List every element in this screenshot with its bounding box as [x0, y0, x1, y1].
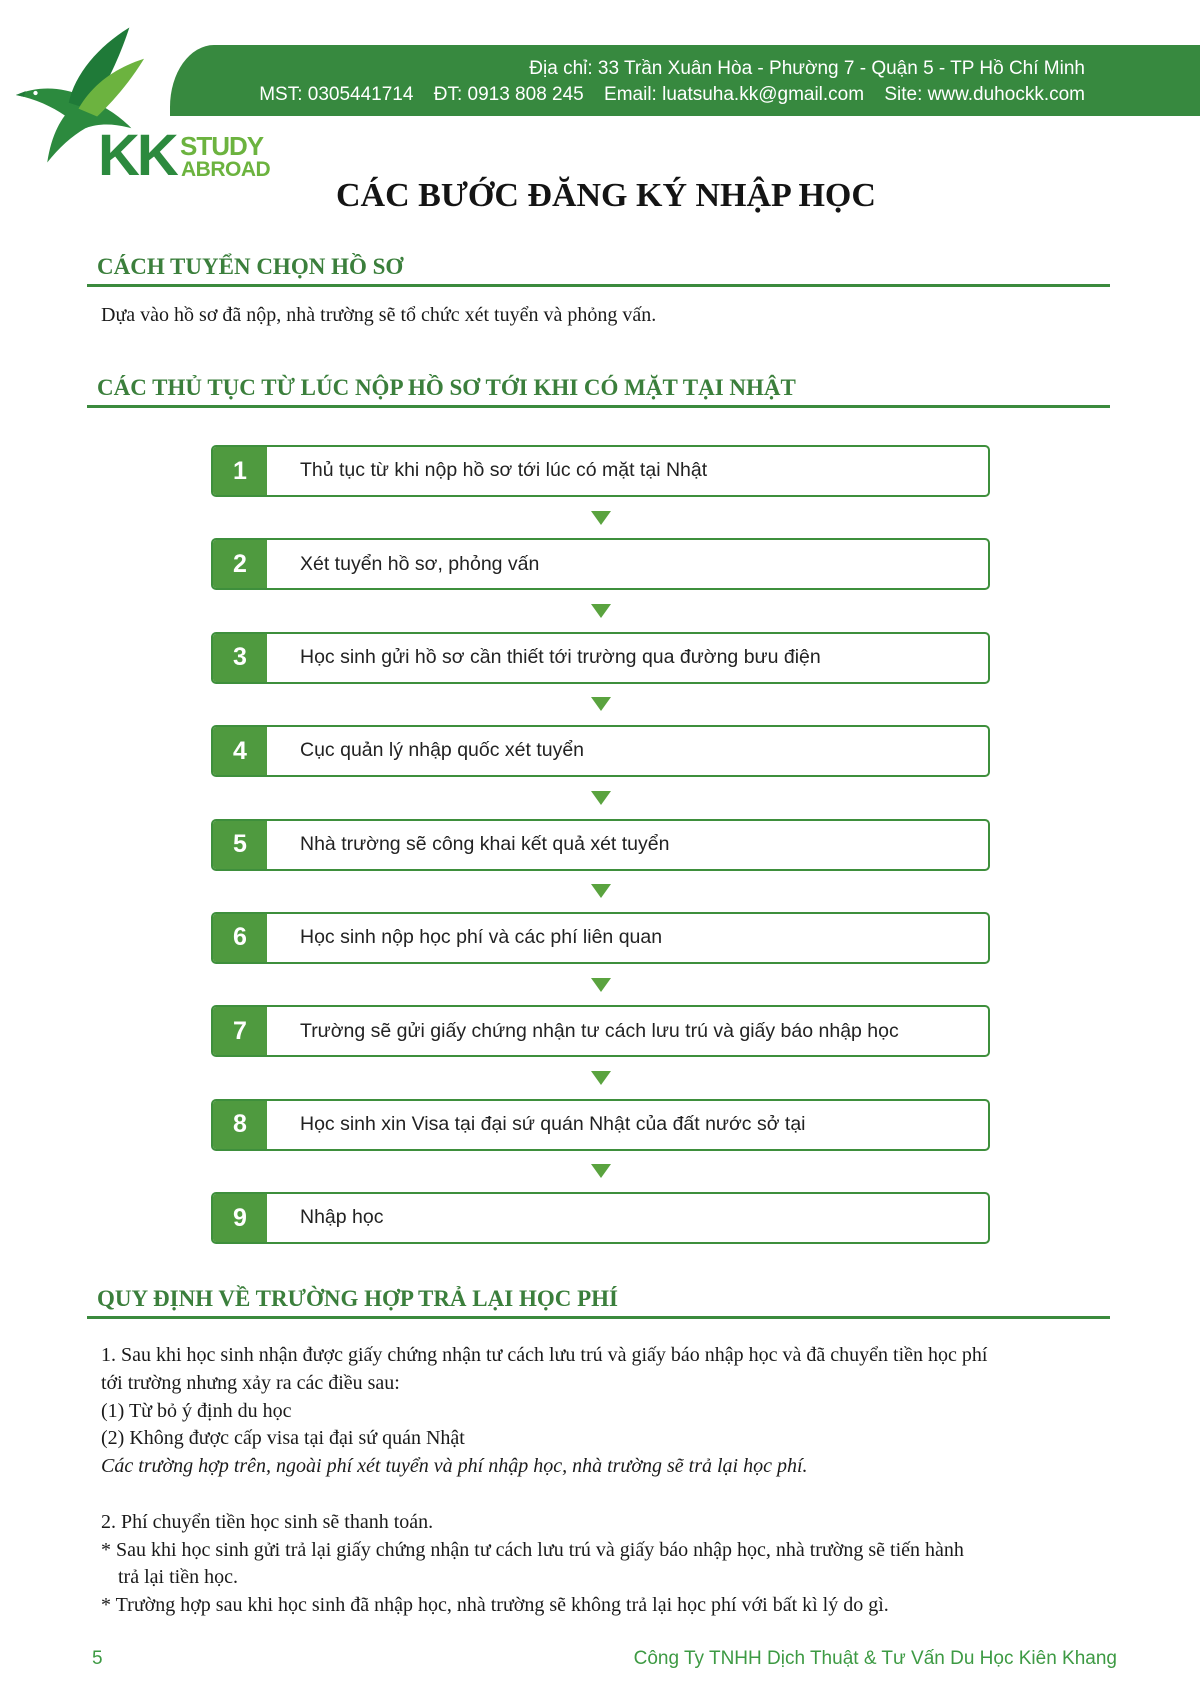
step-arrow-icon	[591, 791, 611, 805]
step-box	[211, 1005, 990, 1057]
refund-text	[101, 1342, 1131, 1620]
step-label: Cục quản lý nhập quốc xét tuyển	[300, 739, 585, 762]
refund-case-1: (1) Từ bỏ ý định du học	[101, 1399, 292, 1422]
step-number: 6	[213, 914, 267, 962]
logo-line-abroad: ABROAD	[181, 158, 271, 181]
step-box	[211, 632, 990, 684]
step-box	[211, 445, 990, 497]
step-arrow-icon	[591, 978, 611, 992]
step-label: Học sinh gửi hồ sơ cần thiết tới trường qua đường bưu điện	[300, 646, 821, 669]
step-number: 9	[213, 1194, 267, 1242]
refund-point-1-line: 1. Sau khi học sinh nhận được giấy chứng nhận tư cách lưu trú và giấy báo nhập học và đã chuyển tiền học phí	[101, 1344, 988, 1366]
step-number: 5	[213, 821, 267, 869]
procedure-steps	[211, 445, 990, 1244]
refund-bullet-1-line: * Sau khi học sinh gửi trả lại giấy chứng nhận tư cách lưu trú và giấy báo nhập học, nhà trường sẽ tiến hành	[101, 1538, 964, 1561]
step-number: 8	[213, 1101, 267, 1149]
header-phone: ĐT: 0913 808 245	[433, 84, 584, 105]
header-contact	[259, 84, 1085, 106]
step-number: 4	[213, 727, 267, 775]
section-divider	[87, 405, 1110, 408]
refund-point-2: 2. Phí chuyển tiền học sinh sẽ thanh toán.	[101, 1510, 434, 1533]
step-label: Nhập học	[300, 1206, 384, 1229]
step-number: 2	[213, 540, 267, 588]
step-connector	[211, 777, 990, 818]
step-connector	[211, 871, 990, 912]
step-number: 3	[213, 634, 267, 682]
refund-point-1-line: tới trường nhưng xảy ra các điều sau:	[101, 1371, 400, 1394]
selection-text: Dựa vào hồ sơ đã nộp, nhà trường sẽ tổ chức xét tuyển và phỏng vấn.	[101, 304, 657, 326]
step-connector	[211, 964, 990, 1005]
refund-bullet-1-line: trả lại tiền học.	[118, 1566, 238, 1589]
step-box	[211, 538, 990, 590]
refund-note: Các trường hợp trên, ngoài phí xét tuyển và phí nhập học, nhà trường sẽ trả lại học phí.	[101, 1455, 808, 1478]
step-arrow-icon	[591, 697, 611, 711]
logo-line-study: STUDY	[180, 131, 264, 161]
step-box	[211, 912, 990, 964]
step-connector	[211, 1151, 990, 1192]
refund-case-2: (2) Không được cấp visa tại đại sứ quán Nhật	[101, 1427, 465, 1450]
logo-mark: KK	[98, 123, 176, 188]
section-heading-procedure: CÁC THỦ TỤC TỪ LÚC NỘP HỒ SƠ TỚI KHI CÓ MẶT TẠI NHẬT	[97, 375, 796, 400]
step-box	[211, 1099, 990, 1151]
section-heading-refund: QUY ĐỊNH VỀ TRƯỜNG HỢP TRẢ LẠI HỌC PHÍ	[97, 1286, 618, 1311]
step-connector	[211, 590, 990, 631]
footer-company: Công Ty TNHH Dịch Thuật & Tư Vấn Du Học Kiên Khang	[633, 1648, 1117, 1669]
step-box	[211, 725, 990, 777]
step-label: Nhà trường sẽ công khai kết quả xét tuyển	[300, 832, 670, 855]
step-arrow-icon	[591, 884, 611, 898]
header-address: Địa chỉ: 33 Trần Xuân Hòa - Phường 7 - Quận 5 - TP Hồ Chí Minh	[529, 58, 1085, 79]
page-number: 5	[92, 1648, 103, 1669]
step-number: 7	[213, 1007, 267, 1055]
spacer	[101, 1481, 1131, 1509]
section-divider	[87, 284, 1110, 287]
step-label: Thủ tục từ khi nộp hồ sơ tới lúc có mặt tại Nhật	[300, 459, 708, 482]
step-connector	[211, 497, 990, 538]
step-number: 1	[213, 447, 267, 495]
step-arrow-icon	[591, 1164, 611, 1178]
refund-bullet-2: * Trường hợp sau khi học sinh đã nhập học, nhà trường sẽ không trả lại học phí với bất kì lý do gì.	[101, 1594, 889, 1617]
step-label: Học sinh xin Visa tại đại sứ quán Nhật của đất nước sở tại	[300, 1112, 806, 1135]
step-connector	[211, 1057, 990, 1098]
step-arrow-icon	[591, 511, 611, 525]
header-tax-code: MST: 0305441714	[259, 84, 414, 105]
step-arrow-icon	[591, 1071, 611, 1085]
section-divider	[87, 1316, 1110, 1319]
step-label: Xét tuyển hồ sơ, phỏng vấn	[300, 552, 540, 575]
step-arrow-icon	[591, 604, 611, 618]
step-box	[211, 1192, 990, 1244]
step-box	[211, 819, 990, 871]
step-label: Trường sẽ gửi giấy chứng nhận tư cách lưu trú và giấy báo nhập học	[300, 1019, 899, 1042]
header-site: Site: www.duhockk.com	[884, 84, 1085, 105]
step-label: Học sinh nộp học phí và các phí liên quan	[300, 926, 663, 949]
page-title: CÁC BƯỚC ĐĂNG KÝ NHẬP HỌC	[336, 177, 876, 214]
header-email: Email: luatsuha.kk@gmail.com	[604, 84, 865, 105]
step-connector	[211, 684, 990, 725]
section-heading-selection: CÁCH TUYỂN CHỌN HỒ SƠ	[97, 254, 404, 279]
